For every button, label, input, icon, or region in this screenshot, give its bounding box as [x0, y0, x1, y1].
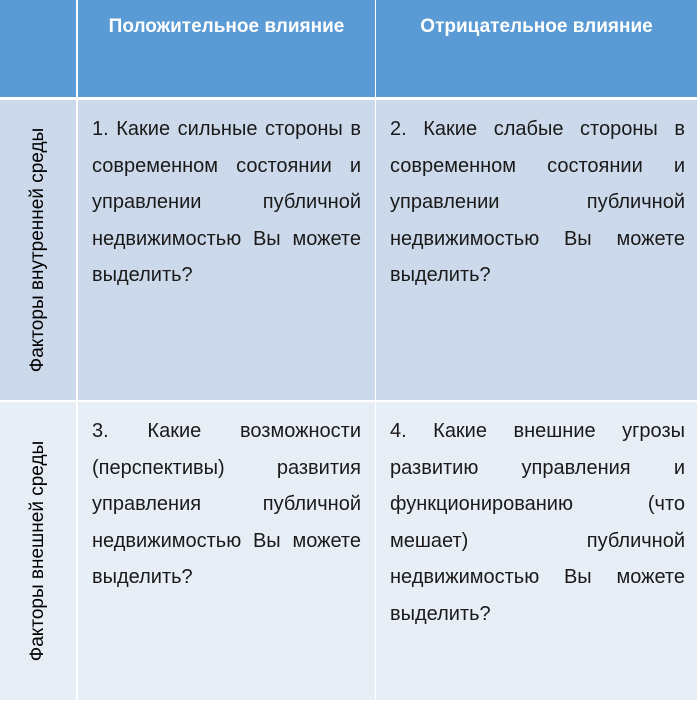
- cell-opportunities: [78, 402, 376, 702]
- row-label-internal: [0, 100, 78, 402]
- row-label-external-text: Факторы внешней среды: [27, 440, 48, 662]
- header-negative-label: Отрицательное влияние: [420, 16, 653, 37]
- cell-threats-text: 4. Какие внешние угрозы развитию управления и функционированию (что мешает) публичной недвижимостью Вы можете выделить?: [390, 420, 685, 625]
- header-positive: [78, 0, 376, 100]
- cell-strengths: [78, 100, 376, 402]
- cell-weaknesses-text: 2. Какие слабые стороны в современном состоянии и управлении публичной недвижимостью Вы можете выделить?: [390, 118, 685, 286]
- row-label-external: [0, 402, 78, 702]
- header-negative: [376, 0, 698, 100]
- cell-strengths-text: 1. Какие сильные стороны в современном состоянии и управлении публичной недвижимостью Вы можете выделить?: [92, 118, 361, 286]
- cell-threats: [376, 402, 698, 702]
- header-positive-label: Положительное влияние: [108, 16, 345, 37]
- row-label-internal-text: Факторы внутренней среды: [27, 127, 48, 373]
- cell-opportunities-text: 3. Какие возможности (перспективы) развития управления публичной недвижимостью Вы можете выделить?: [92, 420, 361, 588]
- header-empty-cell: [0, 0, 78, 100]
- cell-weaknesses: [376, 100, 698, 402]
